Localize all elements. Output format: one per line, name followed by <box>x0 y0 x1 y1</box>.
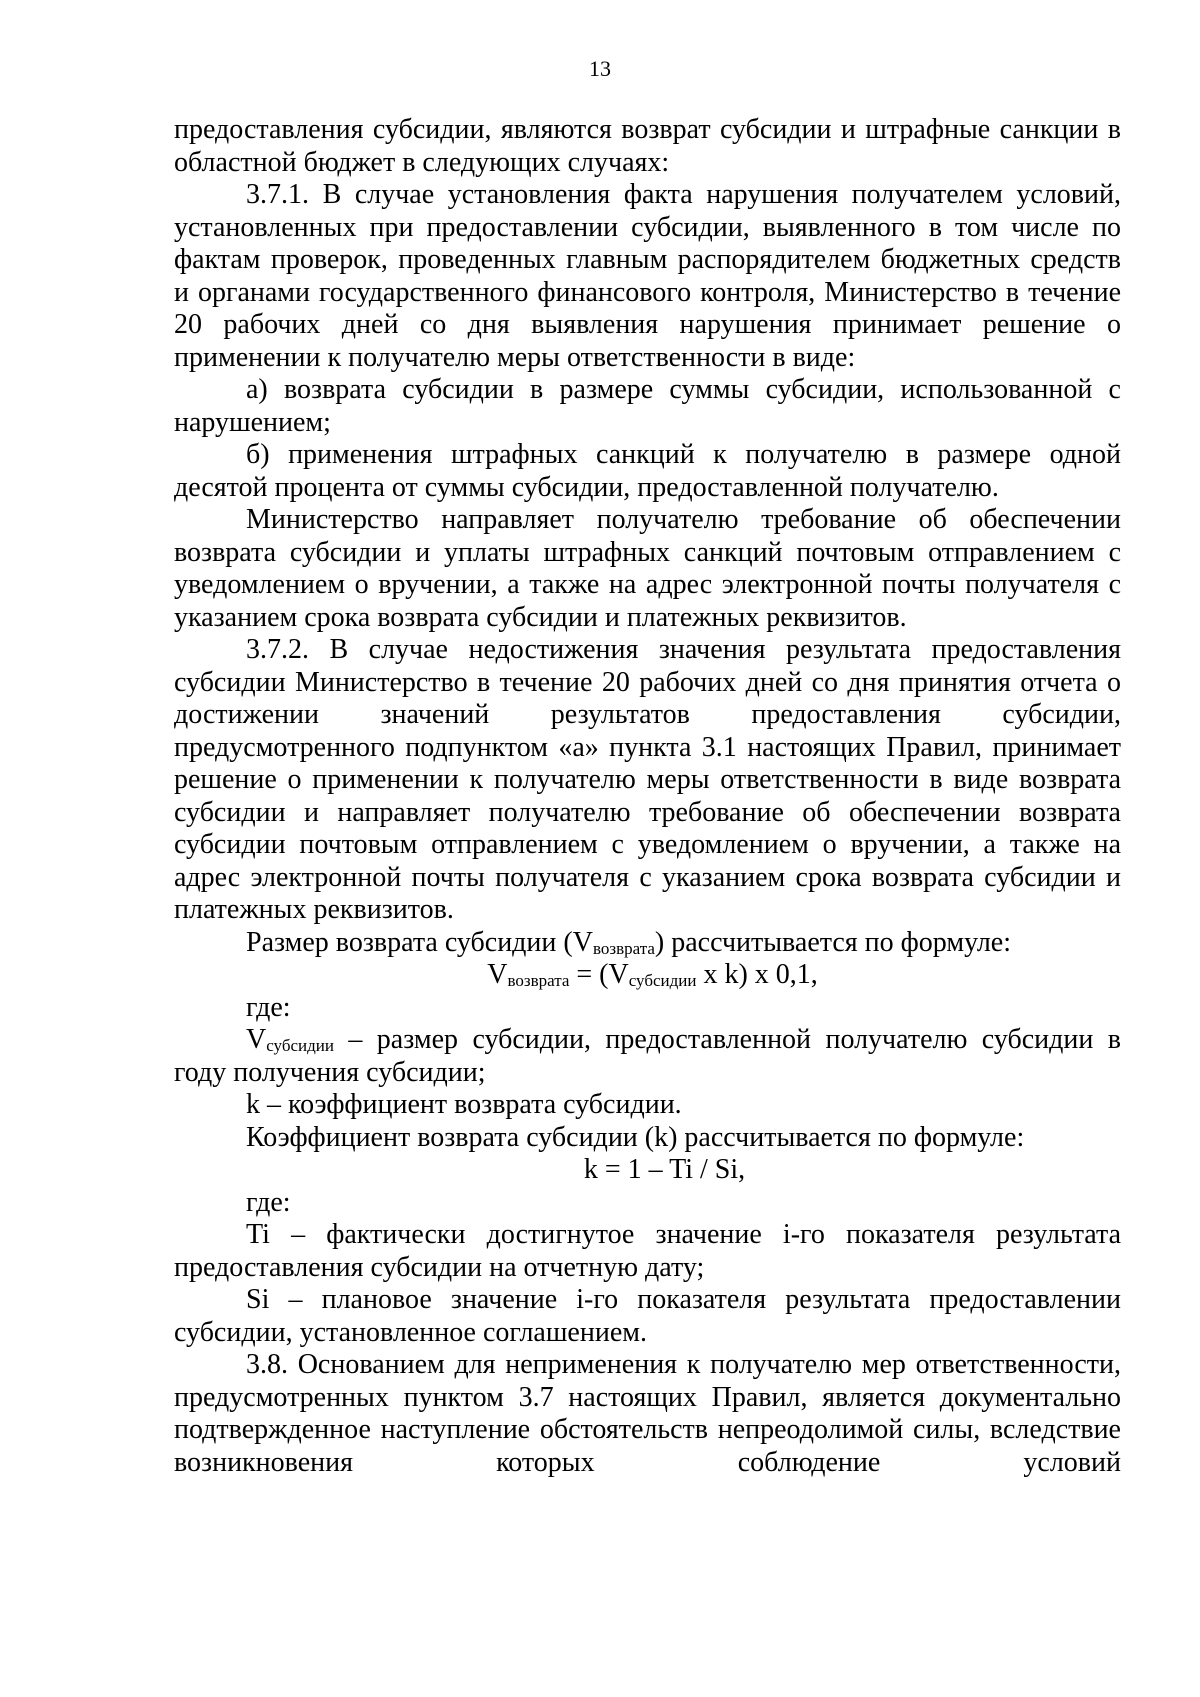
paragraph-item-a: а) возврата субсидии в размере суммы субсидии, использованной с нарушением; <box>174 374 1121 438</box>
formula-end: x k) x 0,1, <box>696 959 818 990</box>
paragraph-ti-definition: Ti – фактически достигнутое значение i-го показателя результата предоставления субсидии на отчетную дату; <box>174 1219 1121 1283</box>
paragraph-3-8: 3.8. Основанием для неприменения к получателю мер ответственности, предусмотренных пунктом 3.7 настоящих Правил, является документально подтвержденное наступление обстоятельств непреодолимой силы, вследствие возникновения которых соблюдение условий <box>174 1349 1121 1478</box>
paragraph-si-definition: Si – плановое значение i-го показателя результата предоставлении субсидии, установленное соглашением. <box>174 1284 1121 1348</box>
formula-v: V <box>487 959 508 990</box>
paragraph-intro: предоставления субсидии, являются возврат субсидии и штрафные санкции в областной бюджет в следующих случаях: <box>174 114 1121 178</box>
formula-mid: = (V <box>569 959 629 990</box>
paragraph-k-formula-intro: Коэффициент возврата субсидии (k) рассчитывается по формуле: <box>246 1121 1025 1153</box>
formula-refund <box>174 959 1121 992</box>
paragraph-refund-size <box>174 927 1121 960</box>
document-body <box>174 114 1121 1479</box>
page-number: 13 <box>589 56 611 81</box>
formula-k: k = 1 – Ti / Si, <box>583 1154 746 1185</box>
paragraph-k-definition: k – коэффициент возврата субсидии. <box>246 1089 682 1120</box>
definition-v-subscript: субсидии <box>266 1036 334 1055</box>
where-label-1: где: <box>246 991 291 1023</box>
formula-v-subscript: возврата <box>507 971 570 990</box>
paragraph-v-subsidy-definition <box>174 1024 1121 1089</box>
where-label-2: где: <box>246 1186 291 1218</box>
paragraph-item-b: б) применения штрафных санкций к получателю в размере одной десятой процента от суммы субсидии, предоставленной получателю. <box>174 439 1121 503</box>
refund-subscript: возврата <box>592 938 655 958</box>
refund-size-text-end: ) рассчитывается по формуле: <box>654 926 1012 958</box>
definition-v-text: – размер субсидии, предоставленной получателю субсидии в году получения субсидии; <box>174 1024 1121 1088</box>
formula-subsidy-subscript: субсидии <box>628 971 697 990</box>
paragraph-ministry-notice: Министерство направляет получателю требование об обеспечении возврата субсидии и уплаты штрафных санкций почтовым отправлением с уведомлением о вручении, а также на адрес электронной почты получателя с указанием срока возврата субсидии и платежных реквизитов. <box>174 504 1121 633</box>
paragraph-3-7-1: 3.7.1. В случае установления факта нарушения получателем условий, установленных при предоставлении субсидии, выявленного в том числе по фактам проверок, проведенных главным распорядителем бюджетных средств и органами государственного финансового контроля, Министерство в течение 20 рабочих дней со дня выявления нарушения принимает решение о применении к получателю меры ответственности в виде: <box>174 179 1121 373</box>
refund-size-text-start: Размер возврата субсидии (V <box>246 926 593 958</box>
paragraph-3-7-2: 3.7.2. В случае недостижения значения результата предоставления субсидии Министерство в течение 20 рабочих дней со дня принятия отчета о достижении значений результатов предоставления субсидии, предусмотренного подпунктом «а» пункта 3.1 настоящих Правил, принимает решение о применении к получателю меры ответственности в виде возврата субсидии и направляет получателю требование об обеспечении возврата субсидии почтовым отправлением с уведомлением о вручении, а также на адрес электронной почты получателя с указанием срока возврата субсидии и платежных реквизитов. <box>174 634 1121 925</box>
definition-v: V <box>246 1024 267 1055</box>
